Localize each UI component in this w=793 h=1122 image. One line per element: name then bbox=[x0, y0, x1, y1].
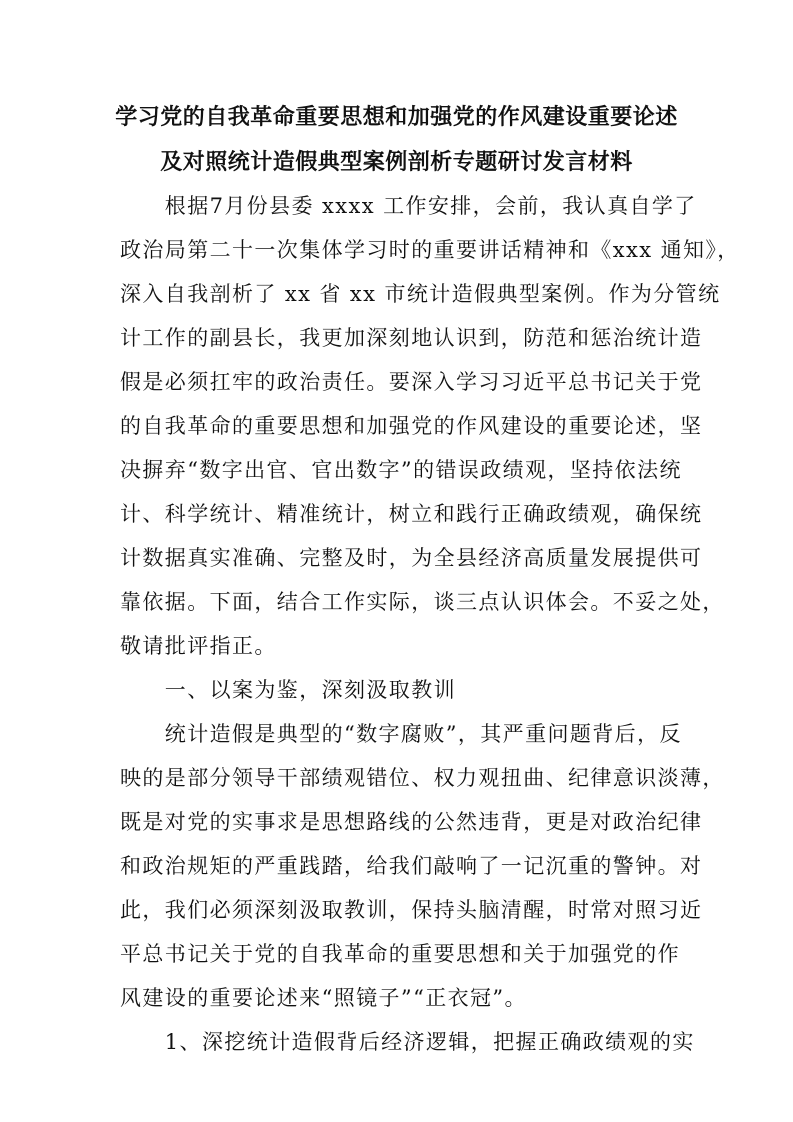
body-line: 计工作的副县长，我更加深刻地认识到，防范和惩治统计造 bbox=[120, 326, 703, 350]
body-line: 此，我们必须深刻汲取教训，保持头脑清醒，时常对照习近 bbox=[120, 898, 703, 922]
body-line: 深入自我剖析了 xx 省 xx 市统计造假典型案例。作为分管统 bbox=[120, 282, 721, 306]
document-title-line-2: 及对照统计造假典型案例剖析专题研讨发言材料 bbox=[160, 150, 633, 175]
body-line: 政治局第二十一次集体学习时的重要讲话精神和《xxx 通知》， bbox=[120, 238, 740, 262]
body-line: 靠依据。下面，结合工作实际，谈三点认识体会。不妥之处， bbox=[120, 590, 725, 614]
body-line: 风建设的重要论述来“照镜子”“正衣冠”。 bbox=[120, 986, 527, 1010]
body-line: 敬请批评指正。 bbox=[120, 634, 277, 658]
subsection-heading: 1、深挖统计造假背后经济逻辑，把握正确政绩观的实 bbox=[120, 1030, 695, 1054]
body-line: 映的是部分领导干部绩观错位、权力观扭曲、纪律意识淡薄， bbox=[120, 766, 725, 790]
body-line: 决摒弃“数字出官、官出数字”的错误政绩观，坚持依法统 bbox=[120, 458, 682, 482]
body-line: 根据7月份县委 xxxx 工作安排，会前，我认真自学了 bbox=[120, 194, 697, 218]
body-line: 平总书记关于党的自我革命的重要思想和关于加强党的作 bbox=[120, 942, 680, 966]
body-line: 的自我革命的重要思想和加强党的作风建设的重要论述，坚 bbox=[120, 414, 703, 438]
body-line: 假是必须扛牢的政治责任。要深入学习习近平总书记关于党 bbox=[120, 370, 703, 394]
body-line: 统计造假是典型的“数字腐败”，其严重问题背后，反 bbox=[120, 722, 682, 746]
body-line: 既是对党的实事求是思想路线的公然违背，更是对政治纪律 bbox=[120, 810, 703, 834]
section-heading: 一、以案为鉴，深刻汲取教训 bbox=[120, 678, 456, 702]
body-line: 和政治规矩的严重践踏，给我们敲响了一记沉重的警钟。对 bbox=[120, 854, 703, 878]
body-line: 计数据真实准确、完整及时，为全县经济高质量发展提供可 bbox=[120, 546, 703, 570]
document-title-line-1: 学习党的自我革命重要思想和加强党的作风建设重要论述 bbox=[115, 105, 678, 130]
body-line: 计、科学统计、精准统计，树立和践行正确政绩观，确保统 bbox=[120, 502, 703, 526]
